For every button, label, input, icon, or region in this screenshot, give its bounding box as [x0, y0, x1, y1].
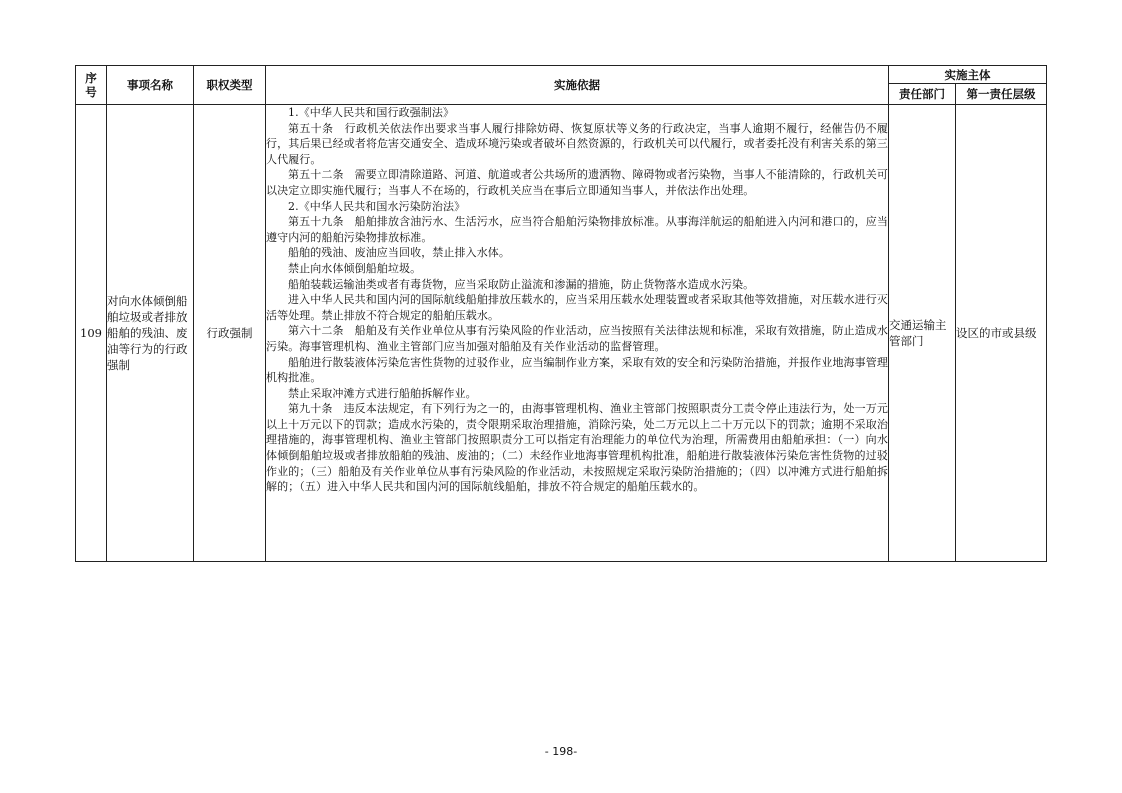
basis-paragraph: 船舶进行散装液体污染危害性货物的过驳作业，应当编制作业方案，采取有效的安全和污染防治措施，并报作业地海事管理机构批准。	[266, 355, 888, 385]
law-title: 2.《中华人民共和国水污染防治法》	[288, 199, 466, 213]
basis-paragraph: 第五十九条 船舶排放含油污水、生活污水，应当符合船舶污染物排放标准。从事海洋航运的船舶进入内河和港口的，应当遵守内河的船舶污染物排放标准。	[266, 215, 888, 244]
header-level: 第一责任层级	[956, 84, 1047, 105]
row-level: 设区的市或县级	[956, 105, 1047, 562]
row-power-type: 行政强制	[194, 105, 266, 562]
row-basis	[266, 105, 889, 562]
law-title: 1.《中华人民共和国行政强制法》	[288, 106, 455, 119]
table-row	[76, 105, 1047, 562]
row-dept: 交通运输主管部门	[889, 105, 956, 562]
basis-paragraph: 禁止采取冲滩方式进行船舶拆解作业。	[288, 386, 477, 400]
basis-paragraph: 船舶装载运输油类或者有毒货物，应当采取防止溢流和渗漏的措施，防止货物落水造成水污染。	[288, 277, 755, 291]
header-item-name: 事项名称	[107, 66, 194, 105]
basis-paragraph: 第六十二条 船舶及有关作业单位从事有污染风险的作业活动，应当按照有关法律法规和标准，采取有效措施，防止造成水污染。海事管理机构、渔业主管部门应当加强对船舶及有关作业活动的监督管理。	[266, 324, 888, 353]
header-power-type: 职权类型	[194, 66, 266, 105]
basis-paragraph: 禁止向水体倾倒船舶垃圾。	[288, 261, 422, 275]
basis-paragraph: 进入中华人民共和国内河的国际航线船舶排放压载水的，应当采用压载水处理装置或者采取其他等效措施，对压载水进行灭活等处理。禁止排放不符合规定的船舶压载水。	[266, 293, 888, 322]
row-seq: 109	[76, 105, 107, 562]
header-seq: 序号	[76, 66, 107, 105]
enforcement-table	[75, 65, 1047, 562]
basis-paragraph: 第五十条 行政机关依法作出要求当事人履行排除妨碍、恢复原状等义务的行政决定，当事人逾期不履行，经催告仍不履行，其后果已经或者将危害交通安全、造成环境污染或者破坏自然资源的，行政机关可以代履行，或者委托没有利害关系的第三人代履行。	[266, 121, 888, 166]
row-item-name: 对向水体倾倒船舶垃圾或者排放船舶的残油、废油等行为的行政强制	[107, 105, 194, 562]
header-subject: 实施主体	[889, 66, 1047, 84]
basis-paragraph: 船舶的残油、废油应当回收，禁止排入水体。	[288, 246, 510, 260]
page-number: - 198-	[544, 745, 578, 758]
header-basis: 实施依据	[266, 66, 889, 105]
basis-paragraph: 第五十二条 需要立即清除道路、河道、航道或者公共场所的遗洒物、障碍物或者污染物，当事人不能清除的，行政机关可以决定立即实施代履行；当事人不在场的，行政机关应当在事后立即通知当事人，并依法作出处理。	[266, 168, 888, 197]
basis-paragraph: 第九十条 违反本法规定，有下列行为之一的，由海事管理机构、渔业主管部门按照职责分工责令停止违法行为，处一万元以上十万元以下的罚款；造成水污染的，责令限期采取治理措施，消除污染，处二万元以上二十万元以下的罚款；逾期不采取治理措施的，海事管理机构、渔业主管部门按照职责分工可以指定有治理能力的单位代为治理，所需费用由船舶承担：（一）向水体倾倒船舶垃圾或者排放船舶的残油、废油的；（二）未经作业地海事管理机构批准，船舶进行散装液体污染危害性货物的过驳作业的；（三）船舶及有关作业单位从事有污染风险的作业活动，未按照规定采取污染防治措施的；（四）以冲滩方式进行船舶拆解的；（五）进入中华人民共和国内河的国际航线船舶，排放不符合规定的船舶压载水的。	[266, 402, 888, 494]
header-dept: 责任部门	[889, 84, 956, 105]
